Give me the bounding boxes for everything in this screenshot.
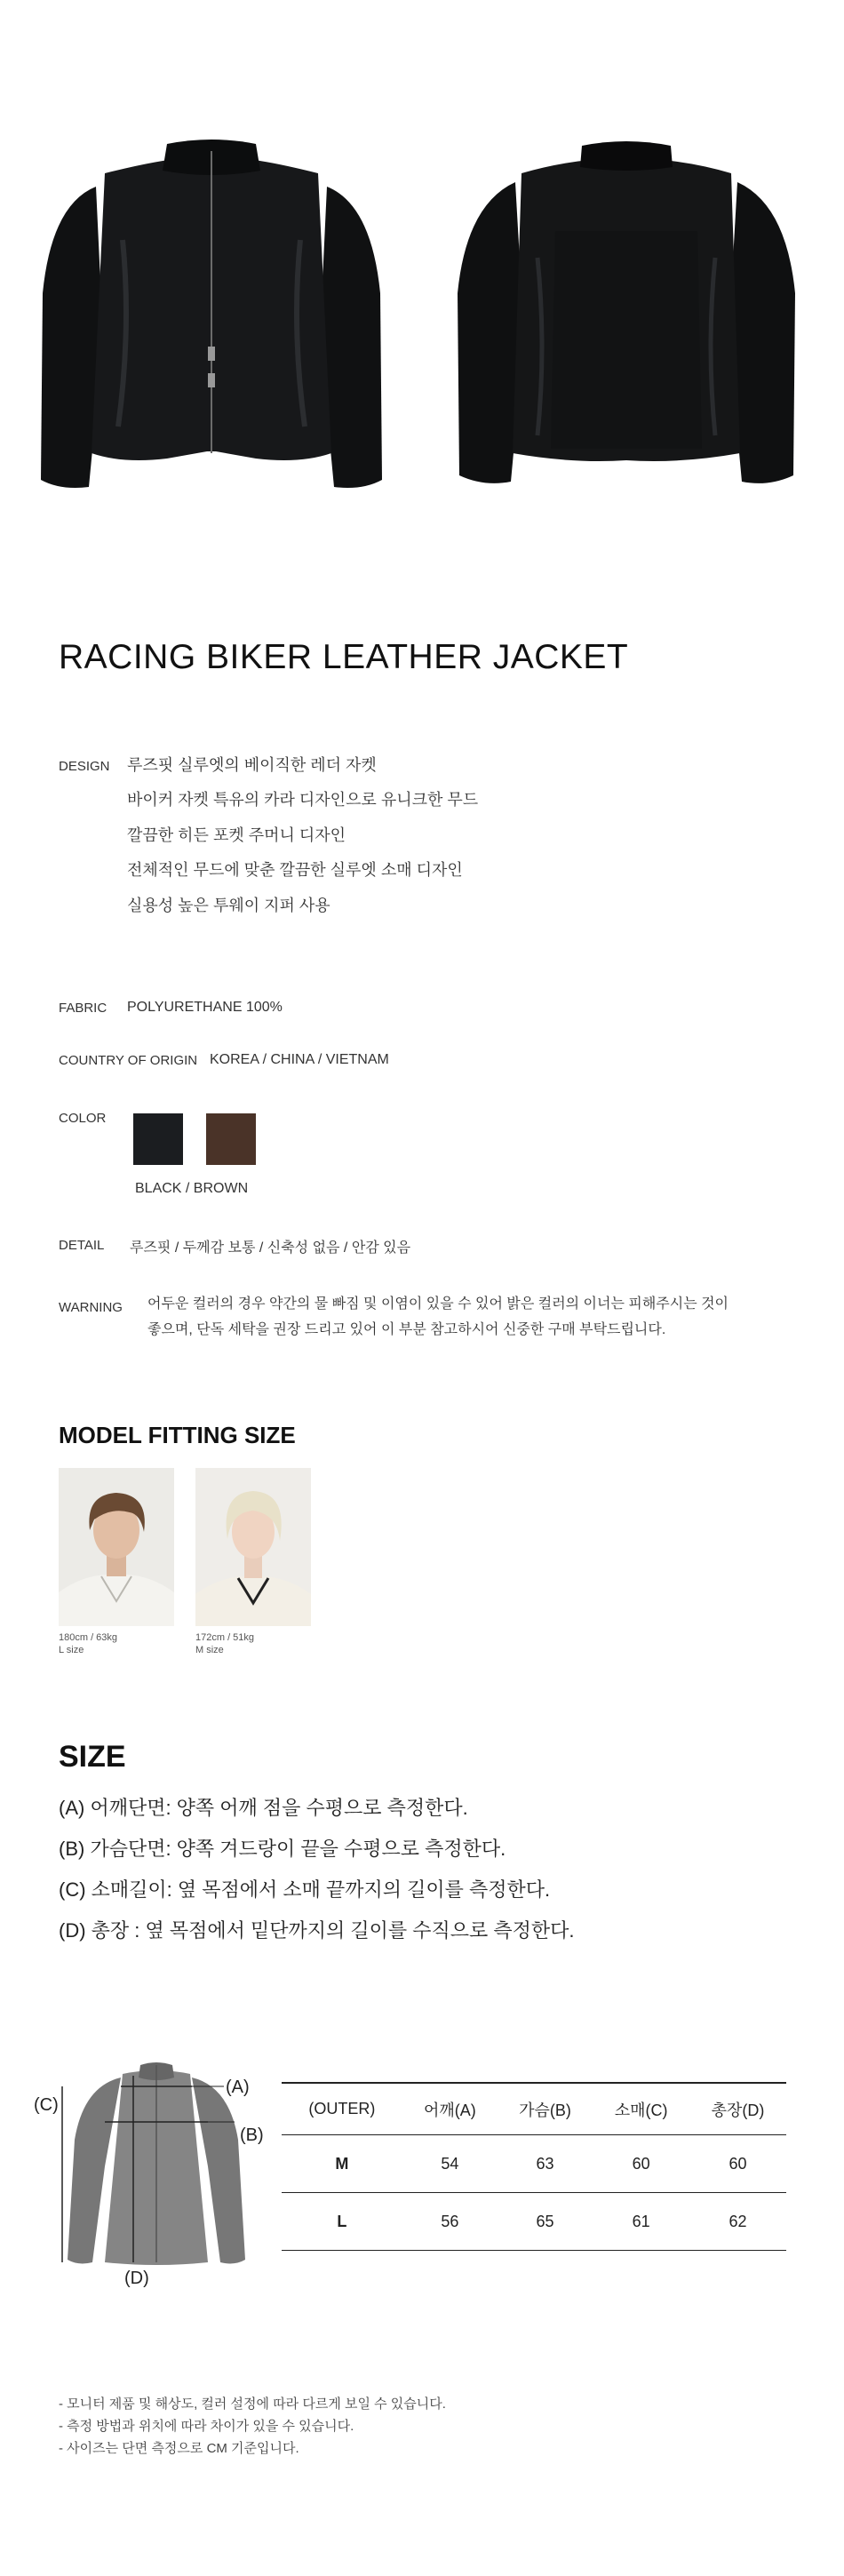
row-size: L	[282, 2193, 402, 2251]
color-swatch-brown	[206, 1113, 256, 1165]
fitting-title: MODEL FITTING SIZE	[59, 1422, 296, 1448]
warning-line: 좋으며, 단독 세탁을 권장 드리고 있어 이 부분 참고하시어 신중한 구매 부탁드립니다.	[147, 1322, 666, 1337]
fabric-value: POLYURETHANE 100%	[127, 1000, 283, 1015]
color-swatch-black	[133, 1113, 183, 1165]
size-line-b: (B) 가슴단면: 양쪽 겨드랑이 끝을 수평으로 측정한다.	[59, 1838, 506, 1860]
cell: 62	[689, 2193, 786, 2251]
fabric-label: FABRIC	[59, 1001, 107, 1016]
cell: 63	[498, 2135, 593, 2193]
diagram-label-d: (D)	[124, 2269, 149, 2288]
design-line: 전체적인 무드에 맞춘 깔끔한 실루엣 소매 디자인	[127, 861, 463, 879]
cell: 60	[689, 2135, 786, 2193]
model-1-illustration	[59, 1468, 174, 1626]
design-line: 바이커 자켓 특유의 카라 디자인으로 유니크한 무드	[127, 791, 479, 809]
table-row	[282, 2193, 786, 2251]
design-line: 깔끔한 히든 포켓 주머니 디자인	[127, 826, 346, 844]
note-line: - 측정 방법과 위치에 따라 차이가 있을 수 있습니다.	[59, 2419, 354, 2434]
model-1-body: 180cm / 63kg	[59, 1632, 118, 1643]
model-2-size: M size	[195, 1645, 224, 1655]
diagram-label-a: (A)	[226, 2078, 250, 2097]
detail-label: DETAIL	[59, 1238, 105, 1253]
color-label: COLOR	[59, 1111, 107, 1126]
diagram-label-b: (B)	[240, 2125, 264, 2145]
warning-label: WARNING	[59, 1300, 123, 1315]
design-label: DESIGN	[59, 759, 110, 774]
note-line: - 모니터 제품 및 해상도, 컬러 설정에 따라 다르게 보일 수 있습니다.	[59, 2397, 446, 2412]
header-cell: 소매(C)	[593, 2083, 689, 2135]
size-line-d: (D) 총장 : 옆 목점에서 밑단까지의 길이를 수직으로 측정한다.	[59, 1919, 575, 1942]
header-cell: 총장(D)	[689, 2083, 786, 2135]
header-cell: 가슴(B)	[498, 2083, 593, 2135]
origin-label: COUNTRY OF ORIGIN	[59, 1053, 198, 1068]
product-title: RACING BIKER LEATHER JACKET	[59, 638, 629, 676]
design-line: 실용성 높은 투웨이 지퍼 사용	[127, 897, 330, 914]
jacket-back-image	[449, 133, 804, 506]
size-table-header-row	[282, 2083, 786, 2135]
size-line-a: (A) 어깨단면: 양쪽 어깨 점을 수평으로 측정한다.	[59, 1797, 468, 1819]
detail-value: 루즈핏 / 두께감 보통 / 신축성 없음 / 안감 있음	[130, 1240, 411, 1256]
size-table	[282, 2082, 786, 2251]
cell: 65	[498, 2193, 593, 2251]
origin-value: KOREA / CHINA / VIETNAM	[210, 1052, 389, 1067]
note-line: - 사이즈는 단면 측정으로 CM 기준입니다.	[59, 2441, 299, 2456]
model-2-body: 172cm / 51kg	[195, 1632, 255, 1643]
cell: 54	[402, 2135, 498, 2193]
header-cell: 어깨(A)	[402, 2083, 498, 2135]
model-1-size: L size	[59, 1645, 84, 1655]
cell: 60	[593, 2135, 689, 2193]
color-names: BLACK / BROWN	[135, 1181, 249, 1196]
table-row	[282, 2135, 786, 2193]
model-photo-2	[195, 1468, 311, 1626]
design-line: 루즈핏 실루엣의 베이직한 레더 자켓	[127, 756, 377, 774]
jacket-front-image	[34, 133, 389, 506]
size-title: SIZE	[59, 1740, 126, 1774]
model-photo-1	[59, 1468, 174, 1626]
model-2-illustration	[195, 1468, 311, 1626]
cell: 56	[402, 2193, 498, 2251]
header-cell: (OUTER)	[282, 2083, 402, 2135]
size-line-c: (C) 소매길이: 옆 목점에서 소매 끝까지의 길이를 측정한다.	[59, 1878, 551, 1901]
row-size: M	[282, 2135, 402, 2193]
diagram-label-c: (C)	[34, 2095, 59, 2115]
cell: 61	[593, 2193, 689, 2251]
warning-line: 어두운 컬러의 경우 약간의 물 빠짐 및 이염이 있을 수 있어 밝은 컬러의 이너는 피해주시는 것이	[147, 1296, 729, 1312]
